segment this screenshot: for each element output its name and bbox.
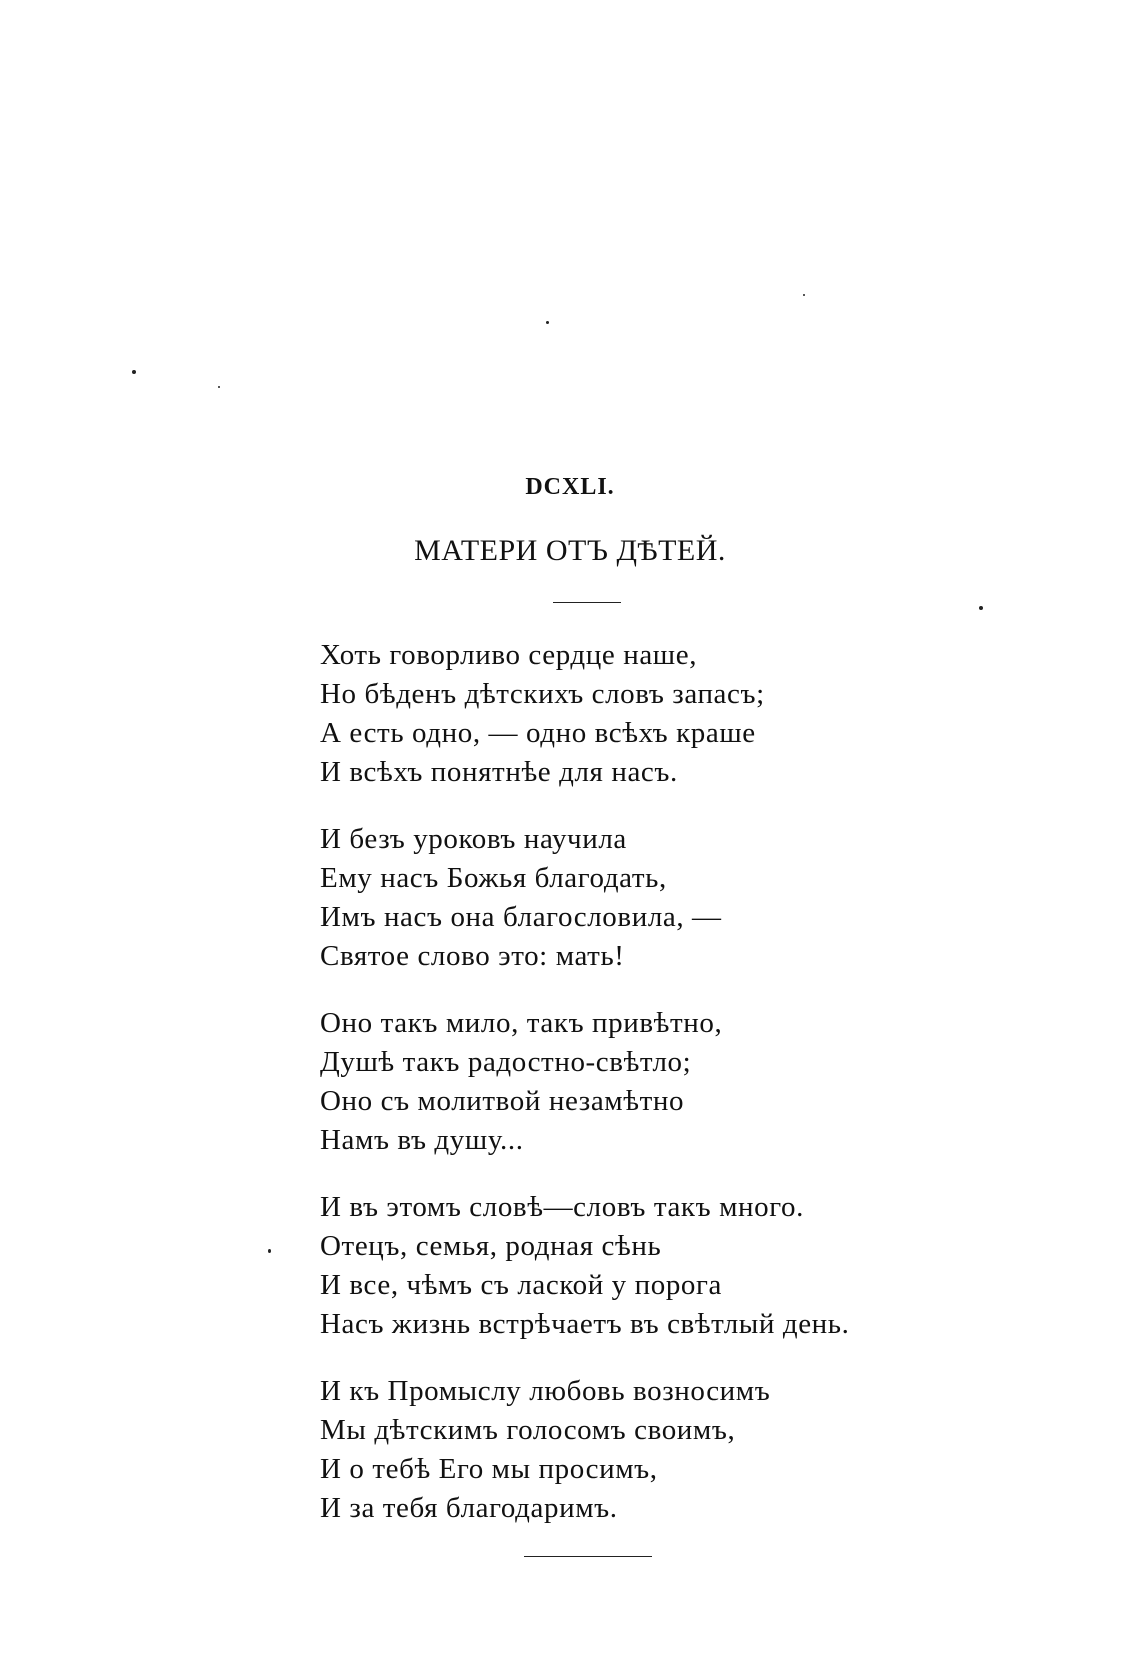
verse-line: Отецъ, семья, родная сѣнь	[320, 1230, 662, 1262]
verse-line: Насъ жизнь встрѣчаетъ въ свѣтлый день.	[320, 1308, 850, 1340]
verse-line: Святое слово это: мать!	[320, 940, 625, 972]
stanza	[320, 1372, 1080, 1528]
poem-body	[320, 636, 1080, 1556]
poem-number: DCXLI.	[525, 474, 615, 500]
verse-line: Мы дѣтскимъ голосомъ своимъ,	[320, 1414, 736, 1446]
verse-line: Душѣ такъ радостно-свѣтло;	[320, 1046, 692, 1078]
verse-line: И о тебѣ Его мы просимъ,	[320, 1453, 658, 1485]
stanza	[320, 1004, 1080, 1160]
ink-speck	[132, 370, 136, 374]
verse-line: Оно съ молитвой незамѣтно	[320, 1085, 685, 1117]
verse-line: И за тебя благодаримъ.	[320, 1492, 618, 1524]
verse-line: Но бѣденъ дѣтскихъ словъ запасъ;	[320, 678, 765, 710]
verse-line: Оно такъ мило, такъ привѣтно,	[320, 1007, 723, 1039]
ink-speck	[803, 294, 805, 296]
stanza	[320, 820, 1080, 976]
verse-line: А есть одно, — одно всѣхъ краше	[320, 717, 756, 749]
ink-speck	[979, 606, 983, 610]
verse-line: И всѣхъ понятнѣе для насъ.	[320, 756, 678, 788]
end-rule	[524, 1556, 652, 1557]
ink-speck	[268, 1249, 271, 1253]
verse-line: Хоть говорливо сердце наше,	[320, 639, 698, 671]
verse-line: И къ Промыслу любовь возносимъ	[320, 1375, 771, 1407]
ink-speck	[546, 321, 549, 324]
ink-speck	[218, 386, 220, 388]
verse-line: И безъ уроковъ научила	[320, 823, 627, 855]
poem-title: МАТЕРИ ОТЪ ДѢТЕЙ.	[414, 534, 726, 567]
title-rule	[553, 602, 621, 603]
stanza	[320, 1188, 1080, 1344]
verse-line: Намъ въ душу...	[320, 1124, 524, 1156]
stanza	[320, 636, 1080, 792]
verse-line: Имъ насъ она благословила, —	[320, 901, 722, 933]
verse-line: Ему насъ Божья благодать,	[320, 862, 667, 894]
verse-line: И все, чѣмъ съ лаской у порога	[320, 1269, 722, 1301]
verse-line: И въ этомъ словѣ—словъ такъ много.	[320, 1191, 804, 1223]
